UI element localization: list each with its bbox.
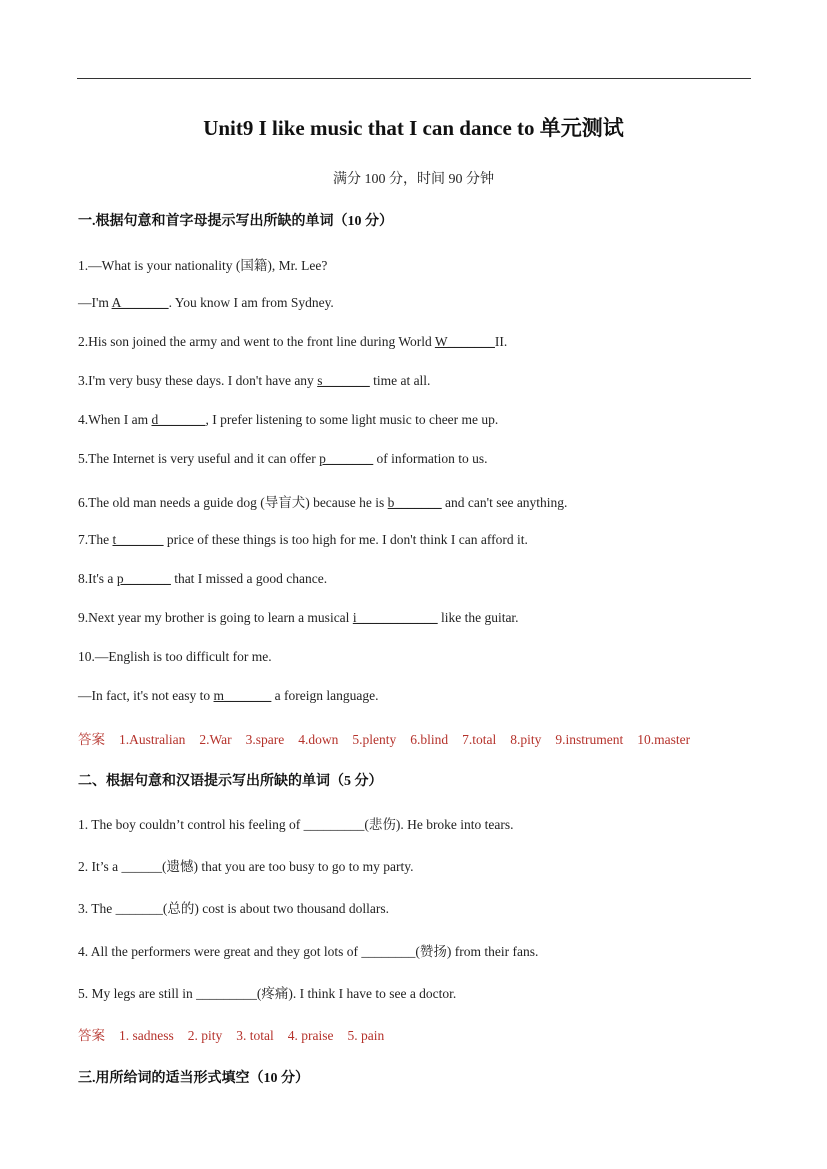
- question-line: 4.When I am d_______, I prefer listening to some light music to cheer me up.: [78, 412, 499, 427]
- section2-heading: 二、根据句意和汉语提示写出所缺的单词（5 分）: [78, 774, 383, 789]
- answer-item: 10.master: [637, 732, 691, 747]
- answer-item: 2.War: [199, 732, 232, 747]
- question-line: 8.It's a p_______ that I missed a good chance.: [78, 571, 328, 586]
- question-line: 2. It’s a ______(遗憾) that you are too busy to go to my party.: [78, 859, 414, 874]
- question-line: 9.Next year my brother is going to learn a musical i____________ like the guitar.: [78, 610, 519, 625]
- answer-item: 4. praise: [287, 1028, 334, 1043]
- section3-heading: 三.用所给词的适当形式填空（10 分）: [78, 1071, 309, 1086]
- answer-item: 1.Australian: [119, 732, 186, 747]
- section1-heading: 一.根据句意和首字母提示写出所缺的单词（10 分）: [78, 214, 393, 229]
- page-title: Unit9 I like music that I can dance to 单元测试: [203, 116, 624, 140]
- answer-item: 7.total: [462, 732, 497, 747]
- answer-item: 6.blind: [410, 732, 449, 747]
- answer-label: 答案: [78, 732, 105, 747]
- answer-label: 答案: [78, 1028, 105, 1043]
- answer-item: 8.pity: [510, 732, 542, 747]
- question-line: 3.I'm very busy these days. I don't have any s_______ time at all.: [78, 373, 431, 388]
- header-rule: [77, 78, 751, 79]
- answer-item: 9.instrument: [555, 732, 624, 747]
- score-time-info: 满分 100 分，时间 90 分钟: [333, 172, 494, 187]
- answer-item: 3.spare: [245, 732, 285, 747]
- section2-answers: [78, 1024, 398, 1044]
- question-line: 7.The t_______ price of these things is too high for me. I don't think I can afford it.: [78, 532, 528, 547]
- question-line: 5.The Internet is very useful and it can offer p_______ of information to us.: [78, 451, 488, 466]
- question-line: —I'm A_______. You know I am from Sydney.: [78, 295, 334, 310]
- answer-item: 4.down: [298, 732, 339, 747]
- question-line: 10.—English is too difficult for me.: [78, 649, 272, 664]
- question-line: 4. All the performers were great and they got lots of ________(赞扬) from their fans.: [78, 944, 539, 959]
- question-line: 1. The boy couldn’t control his feeling of _________(悲伤). He broke into tears.: [78, 817, 514, 832]
- answer-item: 1. sadness: [119, 1028, 174, 1043]
- answer-item: 2. pity: [187, 1028, 223, 1043]
- answer-item: 5.plenty: [352, 732, 397, 747]
- question-line: 1.—What is your nationality (国籍), Mr. Lee?: [78, 258, 328, 273]
- question-line: 6.The old man needs a guide dog (导盲犬) because he is b_______ and can't see anything.: [78, 495, 568, 510]
- question-line: 2.His son joined the army and went to the front line during World W_______II.: [78, 334, 508, 349]
- question-line: 3. The _______(总的) cost is about two thousand dollars.: [78, 901, 389, 916]
- question-line: 5. My legs are still in _________(疼痛). I think I have to see a doctor.: [78, 986, 457, 1001]
- answer-item: 5. pain: [347, 1028, 385, 1043]
- question-line: —In fact, it's not easy to m_______ a foreign language.: [78, 688, 379, 703]
- section1-answers: [78, 728, 704, 748]
- answer-item: 3. total: [236, 1028, 274, 1043]
